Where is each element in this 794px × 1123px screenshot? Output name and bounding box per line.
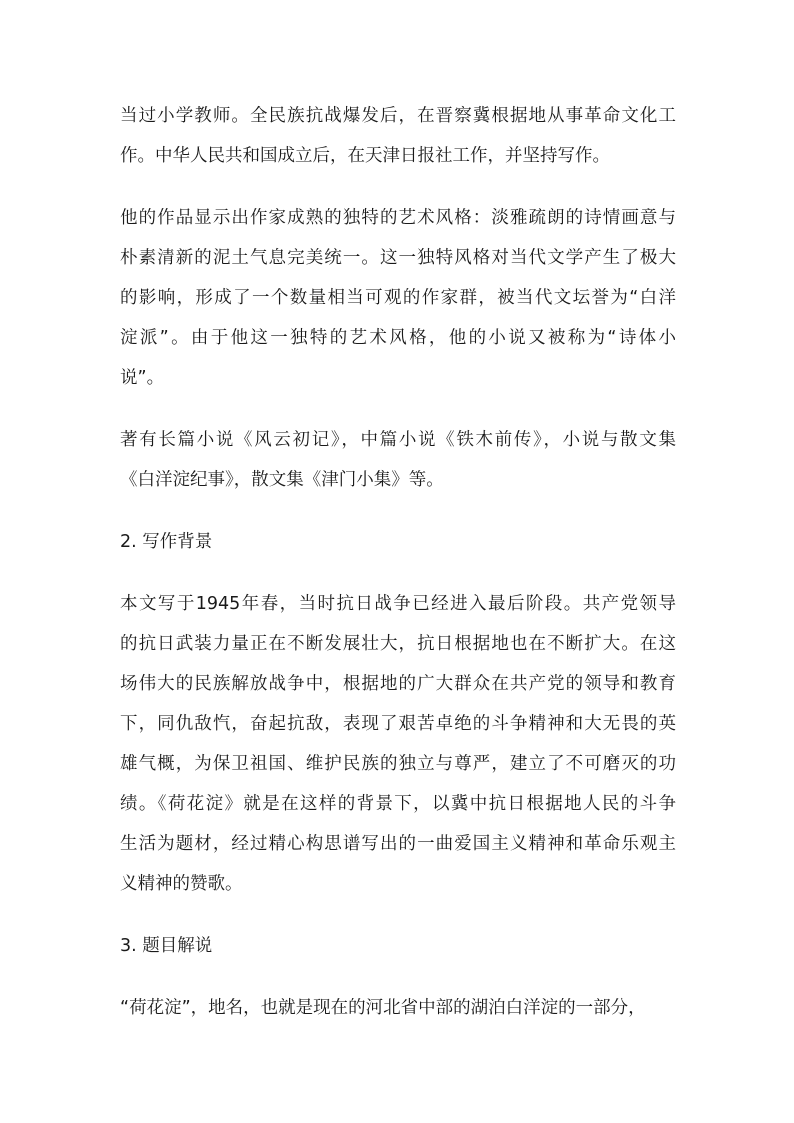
text-line: 场伟大的民族解放战争中，根据地的广大群众在共产党的领导和教育 [120, 674, 676, 694]
text-line: 的影响，形成了一个数量相当可观的作家群，被当代文坛誉为“白洋 [120, 288, 676, 308]
text-line: 绩。《荷花淀》就是在这样的背景下，以冀中抗日根据地人民的斗争 [120, 794, 676, 814]
text-line: 著有长篇小说《风云初记》，中篇小说《铁木前传》，小说与散文集 [120, 430, 676, 450]
text-line: “荷花淀”，地名，也就是现在的河北省中部的湖泊白洋淀的一部分， [120, 998, 646, 1018]
document-body [120, 96, 676, 1050]
text-line: 作。中华人民共和国成立后，在天津日报社工作，并坚持写作。 [120, 146, 610, 166]
paragraph-author-career [120, 96, 676, 176]
text-line: 的抗日武装力量正在不断发展壮大，抗日根据地也在不断扩大。在这 [120, 634, 676, 654]
text-line: 义精神的赞歌。 [120, 874, 243, 894]
text-line: 当过小学教师。全民族抗战爆发后，在晋察冀根据地从事革命文化工 [120, 106, 676, 126]
text-line: 《白洋淀纪事》，散文集《津门小集》等。 [120, 470, 444, 490]
paragraph-art-style [120, 198, 676, 398]
paragraph-title-explanation [120, 988, 676, 1028]
text-line: 生活为题材，经过精心构思谱写出的一曲爱国主义精神和革命乐观主 [120, 834, 676, 854]
text-line: 他的作品显示出作家成熟的独特的艺术风格：淡雅疏朗的诗情画意与 [120, 208, 676, 228]
text-line: 淀派”。由于他这一独特的艺术风格，他的小说又被称为“诗体小 [120, 328, 676, 348]
text-line: 本文写于1945年春，当时抗日战争已经进入最后阶段。共产党领导 [120, 594, 676, 614]
section-heading-writing-background: 2. 写作背景 [120, 532, 213, 552]
text-line: 说”。 [120, 368, 165, 388]
text-line: 下，同仇敌忾，奋起抗敌，表现了艰苦卓绝的斗争精神和大无畏的英 [120, 714, 676, 734]
text-line: 朴素清新的泥土气息完美统一。这一独特风格对当代文学产生了极大 [120, 248, 676, 268]
paragraph-background [120, 584, 676, 904]
text-line: 雄气概，为保卫祖国、维护民族的独立与尊严，建立了不可磨灭的功 [120, 754, 676, 774]
section-heading-title-explanation: 3. 题目解说 [120, 936, 213, 956]
paragraph-works [120, 420, 676, 500]
